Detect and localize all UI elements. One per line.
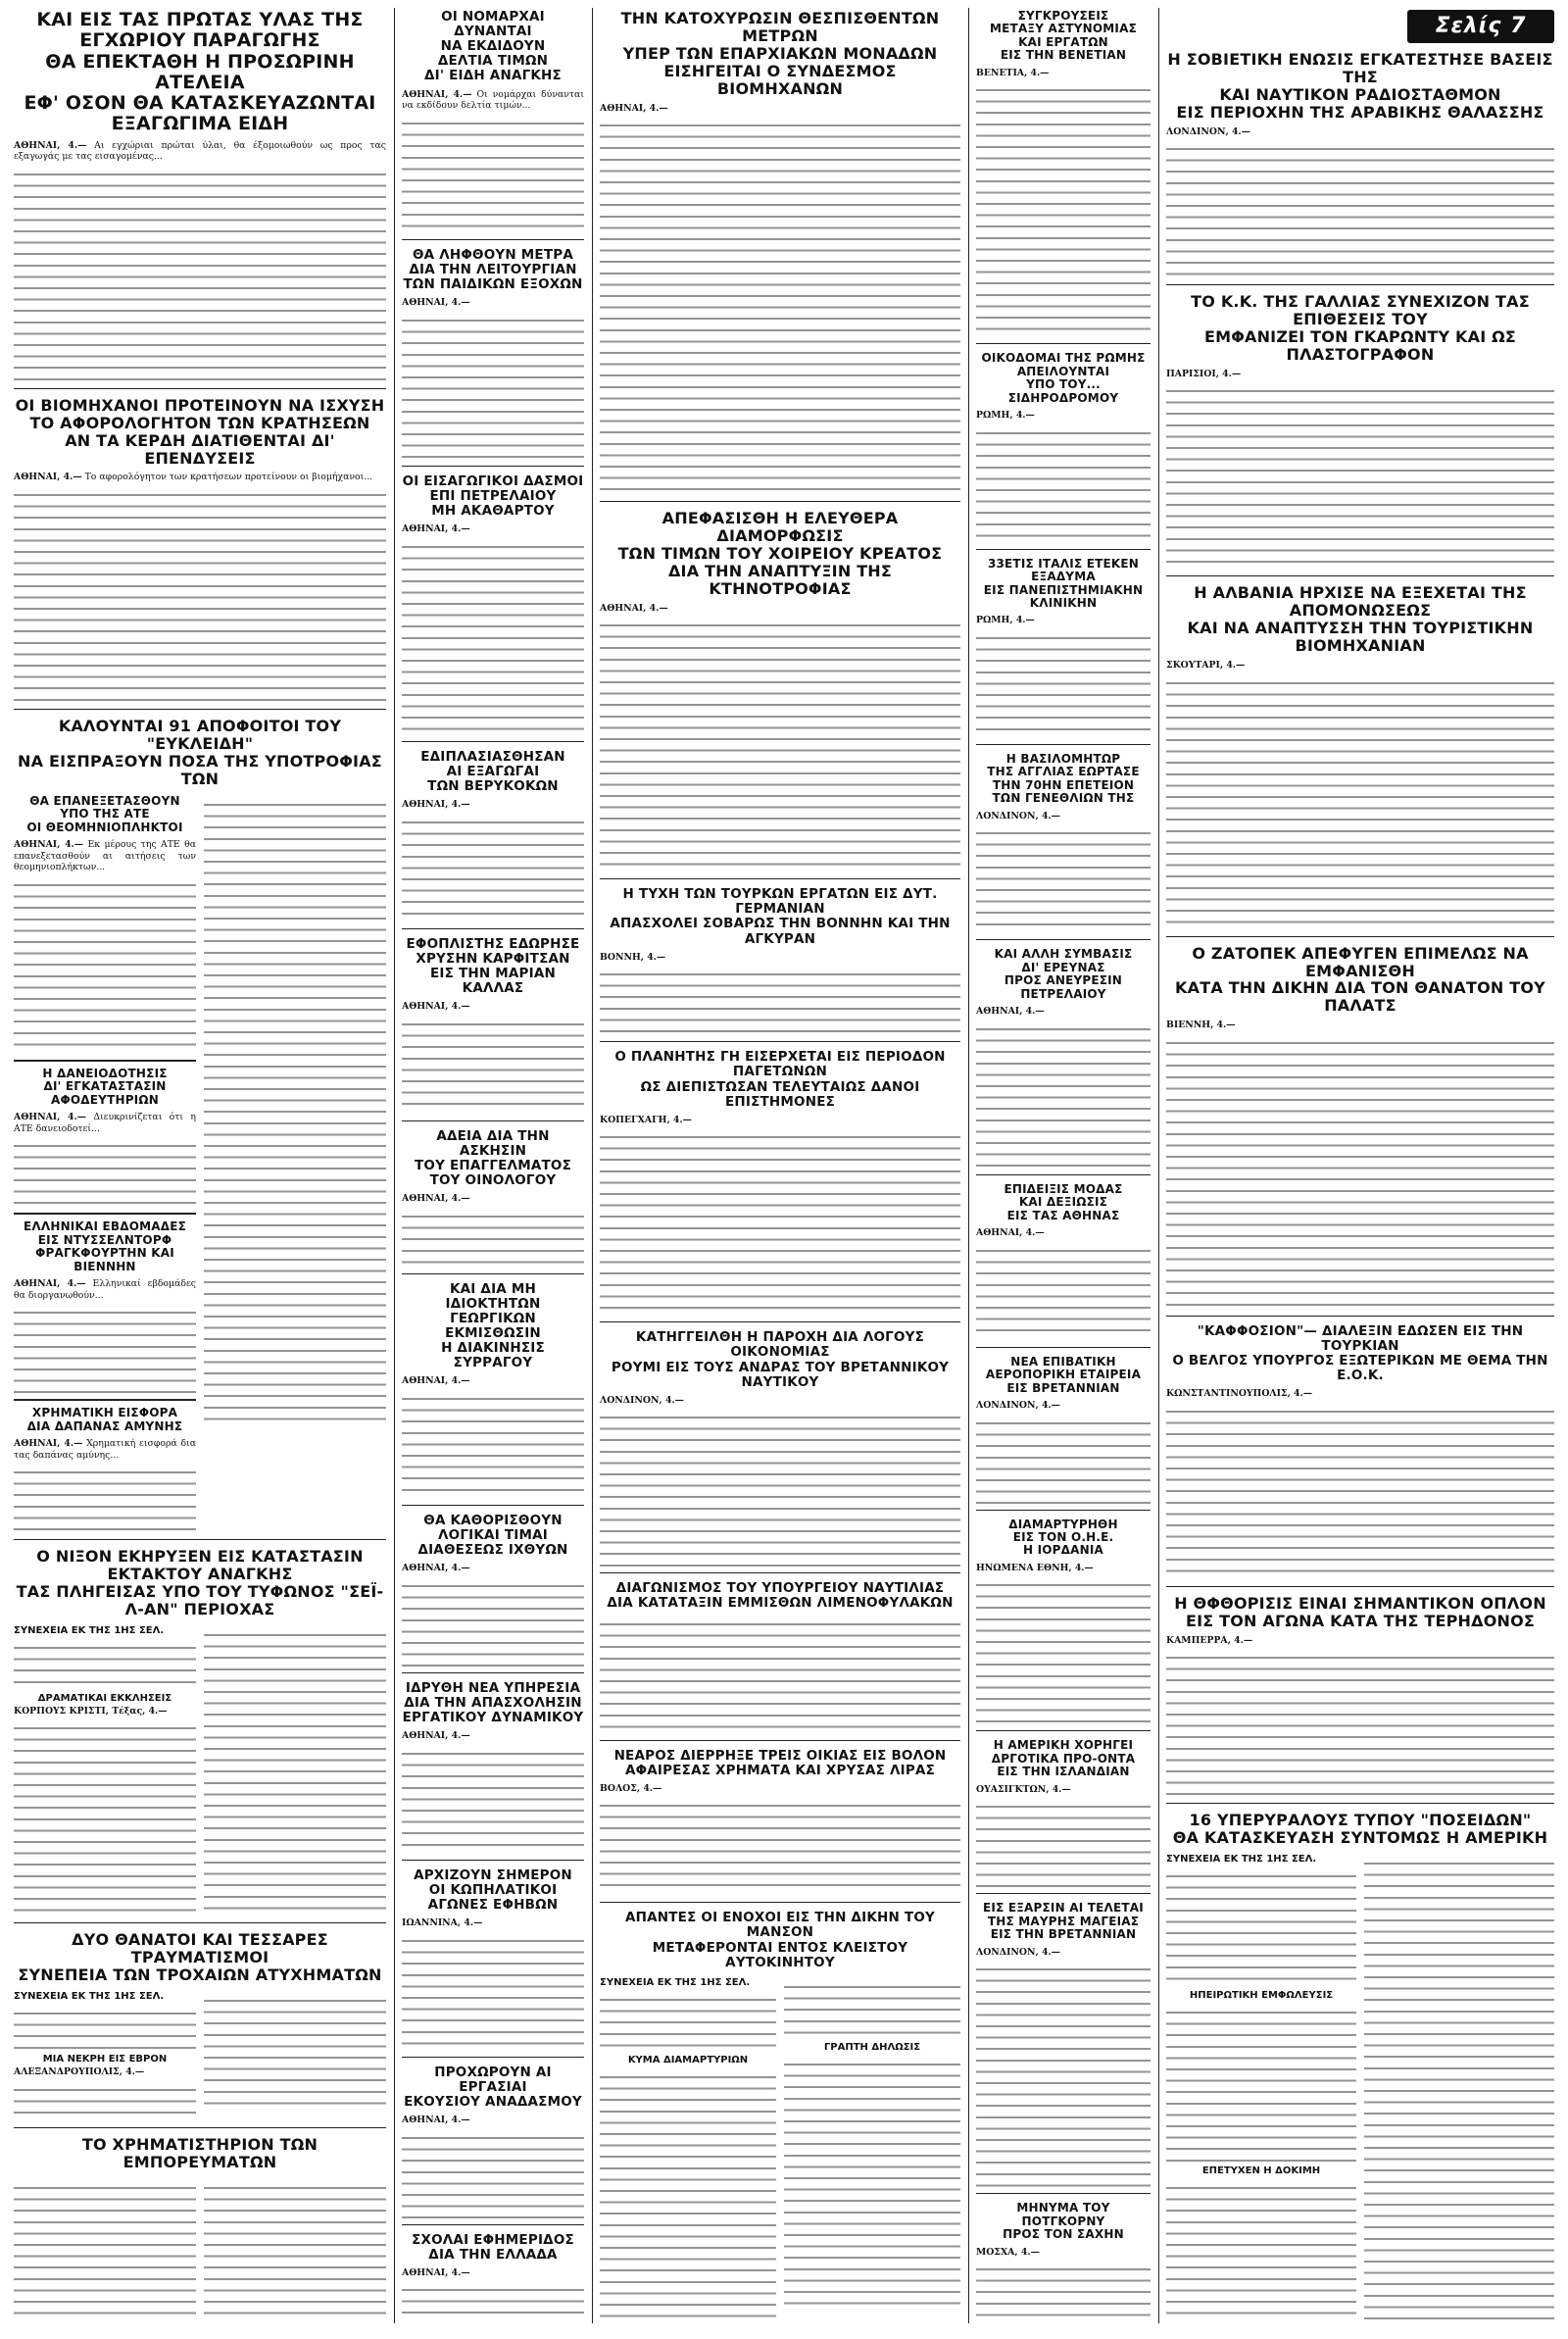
article-c1-exchange <box>14 2136 386 2323</box>
article-c3-5: ΚΑΤΗΓΓΕΙΛΘΗ Η ΠΑΡΟΧΗ ΔΙΑ ΛΟΓΟΥΣ ΟΙΚΟΝΟΜΙΑΣ ΡΟΥΜΙ ΕΙΣ ΤΟΥΣ ΑΝΔΡΑΣ ΤΟΥ ΒΡΕΤΑΝΝΙΚΟΥ ΝΑΥΤΙΚΟΥ ΛΟΝΔΙΝΟΝ, 4.— <box>600 1330 960 1573</box>
column-3 <box>594 8 966 2323</box>
article-c2-7: ΚΑΙ ΔΙΑ ΜΗ ΙΔΙΟΚΤΗΤΩΝ ΓΕΩΡΓΙΚΩΝ ΕΚΜΙΣΘΩΣΙΝ Η ΔΙΑΚΙΝΗΣΙΣ ΣΥΡΡΑΓΟΥ ΑΘΗΝΑΙ, 4.— <box>402 1282 584 1506</box>
article-c2-11: ΠΡΟΧΩΡΟΥΝ ΑΙ ΕΡΓΑΣΙΑΙ ΕΚΟΥΣΙΟΥ ΑΝΑΔΑΣΜΟΥ ΑΘΗΝΑΙ, 4.— <box>402 2065 584 2225</box>
article-c5-2: ΤΟ Κ.Κ. ΤΗΣ ΓΑΛΛΙΑΣ ΣΥΝΕΧΙΖΟΝ ΤΑΣ ΕΠΙΘΕΣΕΙΣ ΤΟΥ ΕΜΦΑΝΙΖΕΙ ΤΟΝ ΓΚΑΡΩΝΤΥ ΚΑΙ ΩΣ ΠΛΑΣΤΟΓΡΑΦΟΝ ΠΑΡΙΣΙΟΙ, 4.— <box>1166 293 1554 576</box>
article-c2-6: ΑΔΕΙΑ ΔΙΑ ΤΗΝ ΑΣΚΗΣΙΝ ΤΟΥ ΕΠΑΓΓΕΛΜΑΤΟΣ ΤΟΥ ΟΙΝΟΛΟΓΟΥ ΑΘΗΝΑΙ, 4.— <box>402 1129 584 1274</box>
headline: ΚΑΛΟΥΝΤΑΙ 91 ΑΠΟΦΟΙΤΟΙ ΤΟΥ "ΕΥΚΛΕΙΔΗ" ΝΑ ΕΙΣΠΡΑΞΟΥΝ ΠΟΣΑ ΤΗΣ ΥΠΟΤΡΟΦΙΑΣ ΤΩΝ <box>18 717 382 788</box>
article-c1-3: ΚΑΛΟΥΝΤΑΙ 91 ΑΠΟΦΟΙΤΟΙ ΤΟΥ "ΕΥΚΛΕΙΔΗ" ΝΑ ΕΙΣΠΡΑΞΟΥΝ ΠΟΣΑ ΤΗΣ ΥΠΟΤΡΟΦΙΑΣ ΤΩΝ ΘΑ ΕΠΑΝΕΞΕΤΑΣΘΟΥΝ ΥΠΟ ΤΗΣ ΑΤΕ ΟΙ ΘΕΟΜΗΝΙΟΠΛΗΚΤΟΙ ΑΘΗΝΑΙ, 4.— Εκ μέρους της ΑΤΕ θα επανεξετασθούν αι αιτήσεις των θεομηνιοπλήκτων... Η ΔΑΝΕΙΟΔΟΤΗΣΙΣ ΔΙ' ΕΓΚΑΤΑΣΤΑΣΙΝ ΑΦΟΔΕΥΤΗΡΙΩΝ ΑΘΗΝΑΙ, 4.— Διευκρινίζεται ότι η ΑΤΕ δανειοδοτεί... ΕΛΛΗΝΙΚΑΙ ΕΒΔΟΜΑΔΕΣ ΕΙΣ ΝΤΥΣΣΕΛΝΤΟΡΦ ΦΡΑΓΚΦΟΥΡΤΗΝ ΚΑΙ ΒΙΕΝΝΗΝ ΑΘΗΝΑΙ, 4.— Ελληνικαί εβδομάδες θα διοργανωθούν... ΧΡΗΜΑΤΙΚΗ ΕΙΣΦΟΡΑ ΔΙΑ ΔΑΠΑΝΑΣ ΑΜΥΝΗΣ ΑΘΗΝΑΙ, 4.— Χρηματική εισφορά δια τας δαπάνας αμύνης... <box>14 718 386 1540</box>
article-c4-2: ΟΙΚΟΔΟΜΑΙ ΤΗΣ ΡΩΜΗΣ ΑΠΕΙΛΟΥΝΤΑΙ ΥΠΟ ΤΟΥ... ΣΙΔΗΡΟΔΡΟΜΟΥ ΡΩΜΗ, 4.— <box>976 352 1151 549</box>
article-c3-2: ΑΠΕΦΑΣΙΣΘΗ Η ΕΛΕΥΘΕΡΑ ΔΙΑΜΟΡΦΩΣΙΣ ΤΩΝ ΤΙΜΩΝ ΤΟΥ ΧΟΙΡΕΙΟΥ ΚΡΕΑΤΟΣ ΔΙΑ ΤΗΝ ΑΝΑΠΤΥΞΙΝ ΤΗΣ ΚΤΗΝΟΤΡΟΦΙΑΣ ΑΘΗΝΑΙ, 4.— <box>600 510 960 879</box>
article-c4-4: Η ΒΑΣΙΛΟΜΗΤΩΡ ΤΗΣ ΑΓΓΛΙΑΣ ΕΩΡΤΑΣΕ ΤΗΝ 70ΗΝ ΕΠΕΤΕΙΟΝ ΤΩΝ ΓΕΝΕΘΛΙΩΝ ΤΗΣ ΛΟΝΔΙΝΟΝ, 4.— <box>976 753 1151 940</box>
article-c5-6: Η ΘΦΘΟΡΙΣΙΣ ΕΙΝΑΙ ΣΗΜΑΝΤΙΚΟΝ ΟΠΛΟΝ ΕΙΣ ΤΟΝ ΑΓΩΝΑ ΚΑΤΑ ΤΗΣ ΤΕΡΗΔΟΝΟΣ ΚΑΜΠΕΡΡΑ, 4.— <box>1166 1595 1554 1804</box>
article-c1-2 <box>14 397 386 710</box>
article-c2-3: ΟΙ ΕΙΣΑΓΩΓΙΚΟΙ ΔΑΣΜΟΙ ΕΠΙ ΠΕΤΡΕΛΑΙΟΥ ΜΗ ΑΚΑΘΑΡΤΟΥ ΑΘΗΝΑΙ, 4.— <box>402 474 584 742</box>
article-c3-8: ΑΠΑΝΤΕΣ ΟΙ ΕΝΟΧΟΙ ΕΙΣ ΤΗΝ ΔΙΚΗΝ ΤΟΥ ΜΑΝΣΟΝ ΜΕΤΑΦΕΡΟΝΤΑΙ ΕΝΤΟΣ ΚΛΕΙΣΤΟΥ ΑΥΤΟΚΙΝΗΤΟΥ ΣΥΝΕΧΕΙΑ ΕΚ ΤΗΣ 1ΗΣ ΣΕΛ. ΚΥΜΑ ΔΙΑΜΑΡΤΥΡΙΩΝ ΓΡΑΠΤΗ ΔΗΛΩΣΙΣ <box>600 1911 960 2323</box>
column-1 <box>8 8 392 2323</box>
article-c5-1: Η ΣΟΒΙΕΤΙΚΗ ΕΝΩΣΙΣ ΕΓΚΑΤΕΣΤΗΣΕ ΒΑΣΕΙΣ ΤΗΣ ΚΑΙ ΝΑΥΤΙΚΟΝ ΡΑΔΙΟΣΤΑΘΜΟΝ ΕΙΣ ΠΕΡΙΟΧΗΝ ΤΗΣ ΑΡΑΒΙΚΗΣ ΘΑΛΑΣΣΗΣ ΛΟΝΔΙΝΟΝ, 4.— <box>1166 51 1554 285</box>
article-c4-7: ΝΕΑ ΕΠΙΒΑΤΙΚΗ ΑΕΡΟΠΟΡΙΚΗ ΕΤΑΙΡΕΙΑ ΕΙΣ ΒΡΕΤΑΝΝΙΑΝ ΛΟΝΔΙΝΟΝ, 4.— <box>976 1356 1151 1511</box>
article-c1-accidents: ΔΥΟ ΘΑΝΑΤΟΙ ΚΑΙ ΤΕΣΣΑΡΕΣ ΤΡΑΥΜΑΤΙΣΜΟΙ ΣΥΝΕΠΕΙΑ ΤΩΝ ΤΡΟΧΑΙΩΝ ΑΤΥΧΗΜΑΤΩΝ ΣΥΝΕΧΕΙΑ ΕΚ ΤΗΣ 1ΗΣ ΣΕΛ. ΜΙΑ ΝΕΚΡΗ ΕΙΣ ΕΒΡΟΝ ΑΛΕΞΑΝΔΡΟΥΠΟΛΙΣ, 4.— <box>14 1931 386 2127</box>
headline: ΟΙ ΒΙΟΜΗΧΑΝΟΙ ΠΡΟΤΕΙΝΟΥΝ ΝΑ ΙΣΧΥΣΗ ΤΟ ΑΦΟΡΟΛΟΓΗΤΟΝ ΤΩΝ ΚΡΑΤΗΣΕΩΝ ΑΝ ΤΑ ΚΕΡΔΗ ΔΙΑΤΙΘΕΝΤΑΙ ΔΙ' ΕΠΕΝΔΥΣΕΙΣ <box>15 395 385 468</box>
article-c4-11: ΜΗΝΥΜΑ ΤΟΥ ΠΟΤΓΚΟΡΝΥ ΠΡΟΣ ΤΟΝ ΣΑΧΗΝ ΜΟΣΧΑ, 4.— <box>976 2202 1151 2323</box>
article-c4-3: 33ΕΤΙΣ ΙΤΑΛΙΣ ΕΤΕΚΕΝ ΕΞΑΔΥΜΑ ΕΙΣ ΠΑΝΕΠΙΣΤΗΜΙΑΚΗΝ ΚΛΙΝΙΚΗΝ ΡΩΜΗ, 4.— <box>976 558 1151 745</box>
article-c3-1: ΤΗΝ ΚΑΤΟΧΥΡΩΣΙΝ ΘΕΣΠΙΣΘΕΝΤΩΝ ΜΕΤΡΩΝ ΥΠΕΡ ΤΩΝ ΕΠΑΡΧΙΑΚΩΝ ΜΟΝΑΔΩΝ ΕΙΣΗΓΕΙΤΑΙ Ο ΣΥΝΔΕΣΜΟΣ ΒΙΟΜΗΧΑΝΩΝ ΑΘΗΝΑΙ, 4.— <box>600 10 960 502</box>
article-c4-1: ΣΥΓΚΡΟΥΣΕΙΣ ΜΕΤΑΞΥ ΑΣΤΥΝΟΜΙΑΣ ΚΑΙ ΕΡΓΑΤΩΝ ΕΙΣ ΤΗΝ ΒΕΝΕΤΙΑΝ ΒΕΝΕΤΙΑ, 4.— <box>976 10 1151 344</box>
headline: ΕΛΛΗΝΙΚΑΙ ΕΒΔΟΜΑΔΕΣ ΕΙΣ ΝΤΥΣΣΕΛΝΤΟΡΦ ΦΡΑΓΚΦΟΥΡΤΗΝ ΚΑΙ ΒΙΕΝΝΗΝ <box>23 1219 187 1273</box>
article-c2-1: ΟΙ ΝΟΜΑΡΧΑΙ ΔΥΝΑΝΤΑΙ ΝΑ ΕΚΔΙΔΟΥΝ ΔΕΛΤΙΑ ΤΙΜΩΝ ΔΙ' ΕΙΔΗ ΑΝΑΓΚΗΣ ΑΘΗΝΑΙ, 4.— Οι νομάρχαι δύνανται να εκδίδουν δελτία τιμών... <box>402 10 584 240</box>
headline: ΧΡΗΜΑΤΙΚΗ ΕΙΣΦΟΡΑ ΔΙΑ ΔΑΠΑΝΑΣ ΑΜΥΝΗΣ <box>26 1406 183 1433</box>
article-c5-7: 16 ΥΠΕΡΥΡΑΛΟΥΣ ΤΥΠΟΥ "ΠΟΣΕΙΔΩΝ" ΘΑ ΚΑΤΑΣΚΕΥΑΣΗ ΣΥΝΤΟΜΩΣ Η ΑΜΕΡΙΚΗ ΣΥΝΕΧΕΙΑ ΕΚ ΤΗΣ 1ΗΣ ΣΕΛ. ΗΠΕΙΡΩΤΙΚΗ ΕΜΦΩΛΕΥΣΙΣ ΕΠΕΤΥΧΕΝ Η ΔΟΚΙΜΗ <box>1166 1812 1554 2323</box>
page-number-badge: Σελίς 7 <box>1407 10 1554 43</box>
article-c2-9: ΙΔΡΥΘΗ ΝΕΑ ΥΠΗΡΕΣΙΑ ΔΙΑ ΤΗΝ ΑΠΑΣΧΟΛΗΣΙΝ ΕΡΓΑΤΙΚΟΥ ΔΥΝΑΜΙΚΟΥ ΑΘΗΝΑΙ, 4.— <box>402 1681 584 1861</box>
page-marker <box>1166 10 1554 45</box>
article-c3-6: ΔΙΑΓΩΝΙΣΜΟΣ ΤΟΥ ΥΠΟΥΡΓΕΙΟΥ ΝΑΥΤΙΛΙΑΣ ΔΙΑ ΚΑΤΑΤΑΞΙΝ ΕΜΜΙΣΘΩΝ ΛΙΜΕΝΟΦΥΛΑΚΩΝ <box>600 1581 960 1740</box>
headline: ΚΑΙ ΕΙΣ ΤΑΣ ΠΡΩΤΑΣ ΥΛΑΣ ΤΗΣ ΕΓΧΩΡΙΟΥ ΠΑΡΑΓΩΓΗΣ ΘΑ ΕΠΕΚΤΑΘΗ Η ΠΡΟΣΩΡΙΝΗ ΑΤΕΛΕΙΑ ΕΦ' ΟΣΟΝ ΘΑ ΚΑΤΑΣΚΕΥΑΖΩΝΤΑΙ ΕΞΑΓΩΓΙΜΑ ΕΙΔΗ <box>24 9 376 135</box>
article-c5-3: Η ΑΛΒΑΝΙΑ ΗΡΧΙΣΕ ΝΑ ΕΞΕΧΕΤΑΙ ΤΗΣ ΑΠΟΜΟΝΩΣΕΩΣ ΚΑΙ ΝΑ ΑΝΑΠΤΥΣΣΗ ΤΗΝ ΤΟΥΡΙΣΤΙΚΗΝ ΒΙΟΜΗΧΑΝΙΑΝ ΣΚΟΥΤΑΡΙ, 4.— <box>1166 584 1554 936</box>
article-c3-7: ΝΕΑΡΟΣ ΔΙΕΡΡΗΞΕ ΤΡΕΙΣ ΟΙΚΙΑΣ ΕΙΣ ΒΟΛΟΝ ΑΦΑΙΡΕΣΑΣ ΧΡΗΜΑΤΑ ΚΑΙ ΧΡΥΣΑΣ ΛΙΡΑΣ ΒΟΛΟΣ, 4.— <box>600 1749 960 1904</box>
article-c2-2: ΘΑ ΛΗΦΘΟΥΝ ΜΕΤΡΑ ΔΙΑ ΤΗΝ ΛΕΙΤΟΥΡΓΙΑΝ ΤΩΝ ΠΑΙΔΙΚΩΝ ΕΞΟΧΩΝ ΑΘΗΝΑΙ, 4.— <box>402 248 584 467</box>
article-c2-4: ΕΔΙΠΛΑΣΙΑΣΘΗΣΑΝ ΑΙ ΕΞΑΓΩΓΑΙ ΤΩΝ ΒΕΡΥΚΟΚΩΝ ΑΘΗΝΑΙ, 4.— <box>402 750 584 929</box>
article-c1-typhoon: Ο ΝΙΞΟΝ ΕΚΗΡΥΞΕΝ ΕΙΣ ΚΑΤΑΣΤΑΣΙΝ ΕΚΤΑΚΤΟΥ ΑΝΑΓΚΗΣ ΤΑΣ ΠΛΗΓΕΙΣΑΣ ΥΠΟ ΤΟΥ ΤΥΦΩΝΟΣ "ΣΕΪ-Λ-ΑΝ" ΠΕΡΙΟΧΑΣ ΣΥΝΕΧΕΙΑ ΕΚ ΤΗΣ 1ΗΣ ΣΕΛ. ΔΡΑΜΑΤΙΚΑΙ ΕΚΚΛΗΣΕΙΣ ΚΟΡΠΟΥΣ ΚΡΙΣΤΙ, Τέξας, 4.— <box>14 1548 386 1923</box>
article-c2-12: ΣΧΟΛΑΙ ΕΦΗΜΕΡΙΔΟΣ ΔΙΑ ΤΗΝ ΕΛΛΑΔΑ ΑΘΗΝΑΙ, 4.— <box>402 2233 584 2324</box>
article-c4-8: ΔΙΑΜΑΡΤΥΡΗΘΗ ΕΙΣ ΤΟΝ Ο.Η.Ε. Η ΙΟΡΔΑΝΙΑ ΗΝΩΜΕΝΑ ΕΘΝΗ, 4.— <box>976 1518 1151 1732</box>
article-c3-4: Ο ΠΛΑΝΗΤΗΣ ΓΗ ΕΙΣΕΡΧΕΤΑΙ ΕΙΣ ΠΕΡΙΟΔΟΝ ΠΑΓΕΤΩΝΩΝ ΩΣ ΔΙΕΠΙΣΤΩΣΑΝ ΤΕΛΕΥΤΑΙΩΣ ΔΑΝΟΙ ΕΠΙΣΤΗΜΟΝΕΣ ΚΟΠΕΓΧΑΓΗ, 4.— <box>600 1050 960 1322</box>
headline: ΤΟ ΧΡΗΜΑΤΙΣΤΗΡΙΟΝ ΤΩΝ ΕΜΠΟΡΕΥΜΑΤΩΝ <box>81 2134 318 2171</box>
article-body: ΑΘΗΝΑΙ, 4.— Αι εγχώριαι πρώται ύλαι, θα έξομοιωθούν ως προς τας εξαγωγάς με τας εισαγομένας... <box>14 139 386 163</box>
article-c4-10: ΕΙΣ ΕΞΑΡΣΙΝ ΑΙ ΤΕΛΕΤΑΙ ΤΗΣ ΜΑΥΡΗΣ ΜΑΓΕΙΑΣ ΕΙΣ ΤΗΝ ΒΡΕΤΑΝΝΙΑΝ ΛΟΝΔΙΝΟΝ, 4.— <box>976 1902 1151 2194</box>
article-c4-5: ΚΑΙ ΑΛΛΗ ΣΥΜΒΑΣΙΣ ΔΙ' ΕΡΕΥΝΑΣ ΠΡΟΣ ΑΝΕΥΡΕΣΙΝ ΠΕΤΡΕΛΑΙΟΥ ΑΘΗΝΑΙ, 4.— <box>976 948 1151 1174</box>
column-2 <box>396 8 590 2323</box>
article-c2-5: ΕΦΟΠΛΙΣΤΗΣ ΕΔΩΡΗΣΕ ΧΡΥΣΗΝ ΚΑΡΦΙΤΣΑΝ ΕΙΣ ΤΗΝ ΜΑΡΙΑΝ ΚΑΛΛΑΣ ΑΘΗΝΑΙ, 4.— <box>402 937 584 1121</box>
article-c3-3: Η ΤΥΧΗ ΤΩΝ ΤΟΥΡΚΩΝ ΕΡΓΑΤΩΝ ΕΙΣ ΔΥΤ. ΓΕΡΜΑΝΙΑΝ ΑΠΑΣΧΟΛΕΙ ΣΟΒΑΡΩΣ ΤΗΝ ΒΟΝΝΗΝ ΚΑΙ ΤΗΝ ΑΓΚΥΡΑΝ ΒΟΝΝΗ, 4.— <box>600 887 960 1042</box>
article-c1-1 <box>14 10 386 389</box>
article-c4-6: ΕΠΙΔΕΙΞΙΣ ΜΟΔΑΣ ΚΑΙ ΔΕΞΙΩΣΙΣ ΕΙΣ ΤΑΣ ΑΘΗΝΑΣ ΑΘΗΝΑΙ, 4.— <box>976 1183 1151 1348</box>
headline: Η ΔΑΝΕΙΟΔΟΤΗΣΙΣ ΔΙ' ΕΓΚΑΤΑΣΤΑΣΙΝ ΑΦΟΔΕΥΤΗΡΙΩΝ <box>42 1066 168 1107</box>
column-4 <box>970 8 1156 2323</box>
article-body: ΑΘΗΝΑΙ, 4.— Το αφορολόγητον των κρατήσεων προτείνουν οι βιομήχανοι... <box>14 472 373 483</box>
article-c2-8: ΘΑ ΚΑΘΟΡΙΣΘΟΥΝ ΛΟΓΙΚΑΙ ΤΙΜΑΙ ΔΙΑΘΕΣΕΩΣ ΙΧΘΥΩΝ ΑΘΗΝΑΙ, 4.— <box>402 1514 584 1673</box>
headline: ΔΥΟ ΘΑΝΑΤΟΙ ΚΑΙ ΤΕΣΣΑΡΕΣ ΤΡΑΥΜΑΤΙΣΜΟΙ ΣΥΝΕΠΕΙΑ ΤΩΝ ΤΡΟΧΑΙΩΝ ΑΤΥΧΗΜΑΤΩΝ <box>18 1930 382 1985</box>
article-c4-9: Η ΑΜΕΡΙΚΗ ΧΟΡΗΓΕΙ ΔΡΓΟΤΙΚΑ ΠΡΟ-ΟΝΤΑ ΕΙΣ ΤΗΝ ΙΣΛΑΝΔΙΑΝ ΟΥΑΣΙΓΚΤΩΝ, 4.— <box>976 1739 1151 1894</box>
headline: ΘΑ ΕΠΑΝΕΞΕΤΑΣΘΟΥΝ ΥΠΟ ΤΗΣ ΑΤΕ ΟΙ ΘΕΟΜΗΝΙΟΠΛΗΚΤΟΙ <box>26 793 183 834</box>
column-5 <box>1160 8 1560 2323</box>
newspaper-page <box>8 8 1560 2323</box>
article-c5-4: Ο ΖΑΤΟΠΕΚ ΑΠΕΦΥΓΕΝ ΕΠΙΜΕΛΩΣ ΝΑ ΕΜΦΑΝΙΣΘΗ ΚΑΤΑ ΤΗΝ ΔΙΚΗΝ ΔΙΑ ΤΟΝ ΘΑΝΑΤΟΝ ΤΟΥ ΠΑΛΑΤΣ ΒΙΕΝΝΗ, 4.— <box>1166 945 1554 1317</box>
article-c5-5: "ΚΑΦΦΟΣΙΟΝ"— ΔΙΑΛΕΞΙΝ ΕΔΩΣΕΝ ΕΙΣ ΤΗΝ ΤΟΥΡΚΙΑΝ Ο ΒΕΛΓΟΣ ΥΠΟΥΡΓΟΣ ΕΞΩΤΕΡΙΚΩΝ ΜΕ ΘΕΜΑ ΤΗΝ Ε.Ο.Κ. ΚΩΝΣΤΑΝΤΙΝΟΥΠΟΛΙΣ, 4.— <box>1166 1324 1554 1587</box>
article-c2-10: ΑΡΧΙΖΟΥΝ ΣΗΜΕΡΟΝ ΟΙ ΚΩΠΗΛΑΤΙΚΟΙ ΑΓΩΝΕΣ ΕΦΗΒΩΝ ΙΩΑΝΝΙΝΑ, 4.— <box>402 1868 584 2058</box>
headline: Ο ΝΙΞΟΝ ΕΚΗΡΥΞΕΝ ΕΙΣ ΚΑΤΑΣΤΑΣΙΝ ΕΚΤΑΚΤΟΥ ΑΝΑΓΚΗΣ ΤΑΣ ΠΛΗΓΕΙΣΑΣ ΥΠΟ ΤΟΥ ΤΥΦΩΝΟΣ "ΣΕΪ-Λ-ΑΝ" ΠΕΡΙΟΧΑΣ <box>16 1547 384 1618</box>
